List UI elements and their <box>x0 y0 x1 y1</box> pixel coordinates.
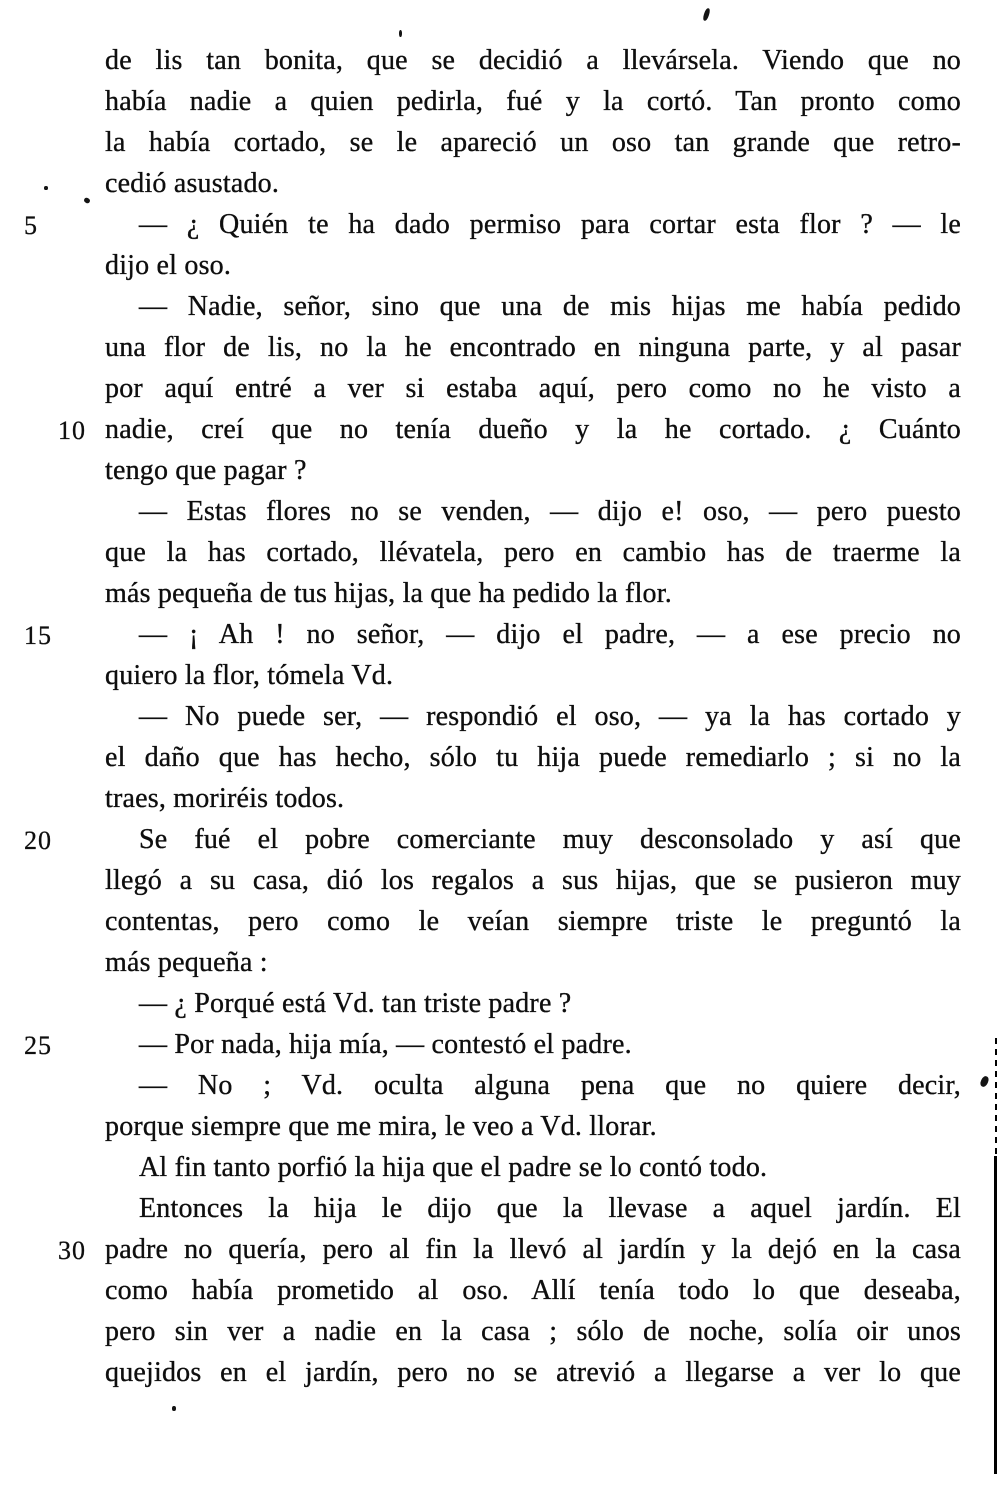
text-line <box>105 245 961 286</box>
text-line <box>105 122 961 163</box>
line-text: una flor de lis, no la he encontrado en ninguna parte, y al pasar <box>105 332 961 363</box>
line-text: tengo que pagar ? <box>105 455 307 486</box>
text-line <box>105 491 961 532</box>
line-text: por aquí entré a ver si estaba aquí, pero como no he visto a <box>105 373 961 404</box>
text-line <box>105 81 961 122</box>
text-line <box>24 819 961 860</box>
line-text: — Estas flores no se venden, — dijo e! oso, — pero puesto <box>139 496 961 527</box>
margin-line-number: 15 <box>24 621 52 650</box>
text-line <box>58 1229 961 1270</box>
text-line <box>105 1188 961 1229</box>
line-text: pero sin ver a nadie en la casa ; sólo de noche, solía oir unos <box>105 1316 961 1347</box>
text-line <box>105 1065 961 1106</box>
line-text: — ¿ Porqué está Vd. tan triste padre ? <box>139 988 572 1019</box>
line-text: porque siempre que me mira, le veo a Vd. llorar. <box>105 1111 657 1142</box>
ink-speck <box>44 186 48 190</box>
line-text: Se fué el pobre comerciante muy desconsolado y así que <box>139 824 961 855</box>
line-text: quiero la flor, tómela Vd. <box>105 660 394 691</box>
text-line <box>105 655 961 696</box>
margin-line-number: 5 <box>24 211 38 240</box>
line-text: había nadie a quien pedirla, fué y la cortó. Tan pronto como <box>105 86 961 117</box>
line-text: — Por nada, hija mía, — contestó el padre. <box>139 1029 632 1060</box>
page-edge-line <box>995 1038 997 1156</box>
text-line <box>105 778 961 819</box>
text-line <box>105 942 961 983</box>
text-line <box>105 532 961 573</box>
text-line <box>105 450 961 491</box>
ink-speck <box>979 1075 990 1088</box>
text-line <box>58 409 961 450</box>
line-text: quejidos en el jardín, pero no se atrevió a llegarse a ver lo que <box>105 1357 961 1388</box>
text-line <box>105 1311 961 1352</box>
line-text: dijo el oso. <box>105 250 232 281</box>
text-line <box>24 204 961 245</box>
line-text: la había cortado, se le apareció un oso tan grande que retro- <box>105 127 961 158</box>
page-edge-line <box>994 1156 997 1474</box>
text-line <box>105 1270 961 1311</box>
text-line <box>105 696 961 737</box>
text-line <box>105 286 961 327</box>
text-line <box>105 1106 961 1147</box>
ink-speck <box>702 8 711 22</box>
line-text: Entonces la hija le dijo que la llevase a aquel jardín. El <box>139 1193 961 1224</box>
text-line <box>105 573 961 614</box>
line-text: el daño que has hecho, sólo tu hija puede remediarlo ; si no la <box>105 742 961 773</box>
margin-line-number: 10 <box>58 416 86 445</box>
text-line <box>105 1352 961 1393</box>
line-text: que la has cortado, llévatela, pero en cambio has de traerme la <box>105 537 961 568</box>
ink-speck <box>399 30 402 37</box>
text-line <box>105 40 961 81</box>
line-text: — ¡ Ah ! no señor, — dijo el padre, — a ese precio no <box>139 619 961 650</box>
line-text: contentas, pero como le veían siempre triste le preguntó la <box>105 906 961 937</box>
line-text: traes, moriréis todos. <box>105 783 345 814</box>
line-text: — ¿ Quién te ha dado permiso para cortar esta flor ? — le <box>139 209 961 240</box>
text-line <box>105 860 961 901</box>
text-line <box>105 737 961 778</box>
text-line <box>105 1147 961 1188</box>
text-line <box>105 901 961 942</box>
line-text: más pequeña : <box>105 947 268 978</box>
line-text: como había prometido al oso. Allí tenía todo lo que deseaba, <box>105 1275 961 1306</box>
ink-speck <box>172 1406 176 1411</box>
text-line <box>105 163 961 204</box>
line-text: de lis tan bonita, que se decidió a llevársela. Viendo que no <box>105 45 961 76</box>
text-block <box>24 40 961 1393</box>
margin-line-number: 20 <box>24 826 52 855</box>
line-text: padre no quería, pero al fin la llevó al jardín y la dejó en la casa <box>105 1234 961 1265</box>
text-line <box>24 614 961 655</box>
line-text: llegó a su casa, dió los regalos a sus hijas, que se pusieron muy <box>105 865 961 896</box>
text-line <box>105 327 961 368</box>
margin-line-number: 25 <box>24 1031 52 1060</box>
line-text: nadie, creí que no tenía dueño y la he cortado. ¿ Cuánto <box>105 414 961 445</box>
text-line <box>24 1024 961 1065</box>
line-text: más pequeña de tus hijas, la que ha pedido la flor. <box>105 578 672 609</box>
text-line <box>105 368 961 409</box>
line-text: — No puede ser, — respondió el oso, — ya la has cortado y <box>139 701 961 732</box>
line-text: Al fin tanto porfió la hija que el padre se lo contó todo. <box>139 1152 768 1183</box>
line-text: — Nadie, señor, sino que una de mis hijas me había pedido <box>139 291 961 322</box>
ink-speck <box>83 197 91 204</box>
text-line <box>105 983 961 1024</box>
line-text: cedió asustado. <box>105 168 280 199</box>
line-text: — No ; Vd. oculta alguna pena que no quiere decir, <box>139 1070 961 1101</box>
margin-line-number: 30 <box>58 1236 86 1265</box>
